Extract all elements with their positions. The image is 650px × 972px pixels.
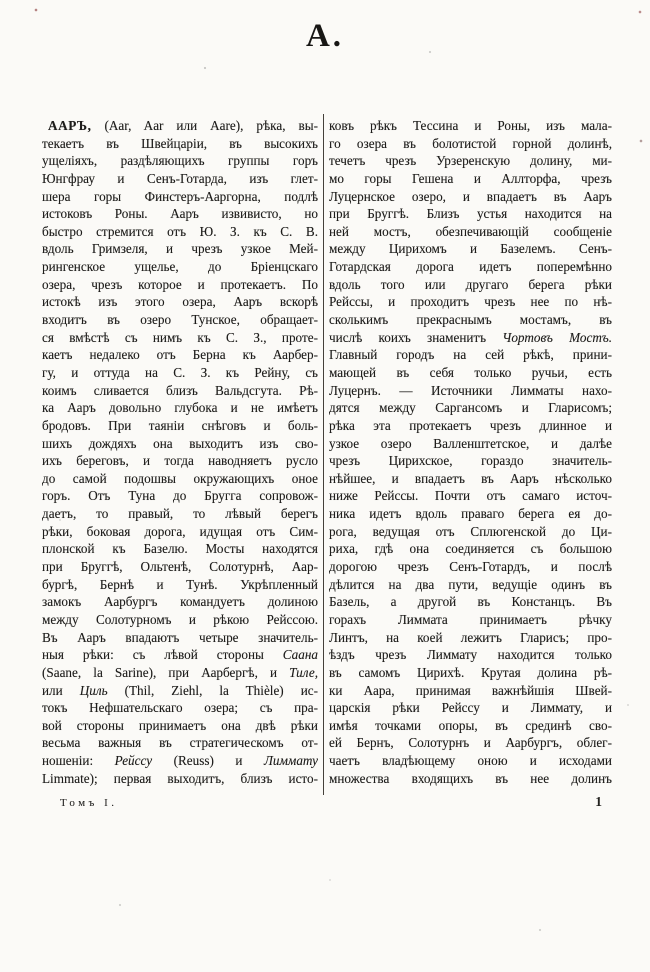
text-line: входитъ въ озеро Тунское, обращает- (42, 312, 318, 328)
text-line: ущеліяхъ, раздѣляющихъ группы горъ (42, 153, 318, 169)
text-line: Луцернское озеро, и впадаетъ въ Ааръ (329, 188, 612, 204)
text-line: истоковъ Роны. Ааръ извивисто, но (42, 206, 318, 222)
column-divider-rule (323, 114, 324, 795)
text-line: Готардская дорога идетъ поперемѣнно (329, 259, 612, 275)
text-line: при Бруггѣ. Близъ устья находится на (329, 206, 612, 222)
text-line: озера, чрезъ которое и протекаетъ. По (42, 276, 318, 292)
text-line: нѣйшее, и впадаетъ въ Ааръ нѣсколько (329, 470, 612, 486)
text-line: рѣка эта протекаетъ чрезъ длинное и (329, 417, 612, 433)
text-line: узкое озеро Валленштетское, и далѣе (329, 435, 612, 451)
text-line: истокѣ изъ этого озера, Ааръ вскорѣ (42, 294, 318, 310)
text-line: чаетъ владѣющему оною и исходами (329, 753, 612, 769)
text-line: вдоль того или другаго берега рѣки (329, 276, 612, 292)
text-line: чрезъ Цирихское, гораздо значитель- (329, 453, 612, 469)
text-line: (Saane, la Sarine), при Аарбергѣ, и Тиле, (42, 664, 318, 680)
text-line: быстро стремится отъ Ю. З. къ С. В. (42, 223, 318, 239)
text-line: Въ Ааръ впадаютъ четыре значитель- (42, 629, 318, 645)
text-line: токъ Нефшательскаго озера; съ пра- (42, 700, 318, 716)
text-line: бургѣ, Бернѣ и Тунѣ. Укрѣпленный (42, 576, 318, 592)
text-line: Главный городъ на сей рѣкѣ, прини- (329, 347, 612, 363)
text-line: текаетъ въ Швейцаріи, въ высокихъ (42, 135, 318, 151)
text-line: множества входящихъ въ нее долинъ (329, 770, 612, 786)
text-line: горахъ Лиммата принимаетъ рѣчку (329, 611, 612, 627)
text-line: ковъ рѣкъ Тессина и Роны, изъ мала- (329, 118, 612, 133)
volume-label: Томъ I. (60, 797, 118, 809)
text-line: ся вмѣстѣ съ нимъ къ С. З., проте- (42, 329, 318, 345)
text-line: риха, гдѣ она соединяется съ большою (329, 541, 612, 557)
text-line: Рейссы, и проходитъ чрезъ нее по нѣ- (329, 294, 612, 310)
page-number: 1 (595, 794, 602, 809)
text-line: ныя рѣки: съ лѣвой стороны Саана (42, 647, 318, 663)
text-line: горъ. Отъ Туна до Бругга сопровож- (42, 488, 318, 504)
text-line: ношеніи: Рейссу (Reuss) и Лиммату (42, 753, 318, 769)
text-line: гу, и оттуда на С. З. къ Рейну, съ (42, 364, 318, 380)
text-line: ки Аара, принимая важнѣйшія Швей- (329, 682, 612, 698)
text-line: замокъ Аарбургъ командуетъ долиною (42, 594, 318, 610)
text-line: имѣя точками опоры, въ срединѣ сво- (329, 717, 612, 733)
text-line: въ самомъ Цирихѣ. Крутая долина рѣ- (329, 664, 612, 680)
text-line: Луцернъ. — Источники Лимматы нахо- (329, 382, 612, 398)
text-line: рѣки, боковая дорога, идущая отъ Сим- (42, 523, 318, 539)
text-line: Limmate); первая выходитъ, близъ исто- (42, 770, 318, 786)
text-line: дятся между Саргансомъ и Гларисомъ; (329, 400, 612, 416)
right-column (329, 117, 612, 789)
text-line: Базель, а другой въ Констанцъ. Въ (329, 594, 612, 610)
text-line: при Бруггѣ, Ольтенѣ, Солотурнѣ, Аар- (42, 559, 318, 575)
text-line: шера горы Финстеръ-Ааргорна, подлѣ (42, 188, 318, 204)
text-line: Линтъ, на коей лежитъ Гларисъ; про- (329, 629, 612, 645)
text-line: каетъ недалеко отъ Берна къ Аарбер- (42, 347, 318, 363)
text-line: ка Ааръ довольно глубока и не имѣетъ (42, 400, 318, 416)
text-line: ниже Рейссы. Почти отъ самаго источ- (329, 488, 612, 504)
text-line: ей Бернъ, Солотурнъ и Аарбургъ, облег- (329, 735, 612, 751)
text-line: весьма важныя въ стратегическомъ от- (42, 735, 318, 751)
text-line: числѣ коихъ знаменитъ Чортовъ Мостъ. (329, 329, 612, 345)
text-line: рингенское ущелье, до Бріенцскаго (42, 259, 318, 275)
text-line: ѣздъ чрезъ Лиммату находится только (329, 647, 612, 663)
text-line: дорогою чрезъ Сенъ-Готардъ, и послѣ (329, 559, 612, 575)
text-line: течетъ чрезъ Урзеренскую долину, ми- (329, 153, 612, 169)
text-line: мо горы Гешена и Аллторфа, чрезъ (329, 170, 612, 186)
text-line: мающей въ себя только ручьи, есть (329, 364, 612, 380)
text-line: плонской къ Базелю. Мосты находятся (42, 541, 318, 557)
text-line: шихъ дождяхъ она выходитъ изъ сво- (42, 435, 318, 451)
text-line: бродовъ. При таяніи снѣговъ и боль- (42, 417, 318, 433)
text-line: дѣлится на два пути, ведущіе одинъ въ (329, 576, 612, 592)
text-line: сколькимъ прекраснымъ мостамъ, въ (329, 312, 612, 328)
text-line: или Циль (Thil, Ziehl, la Thièle) ис- (42, 682, 318, 698)
text-line: ААРЪ, (Aar, Aar или Aare), рѣка, вы- (48, 118, 318, 133)
text-line: царскія рѣки Рейссу и Лиммату, и (329, 700, 612, 716)
text-line: вой стороны принимаетъ она двѣ рѣки (42, 717, 318, 733)
text-line: ихъ береговъ, и тогда наводняетъ русло (42, 453, 318, 469)
text-line: коимъ сливается близъ Вальдсгута. Рѣ- (42, 382, 318, 398)
text-line: ней мостъ, обезпечивающій сообщеніе (329, 223, 612, 239)
text-line: между Солотурномъ и рѣкою Рейссою. (42, 611, 318, 627)
text-line: между Цирихомъ и Базелемъ. Сенъ- (329, 241, 612, 257)
running-head-letter: А. (305, 18, 345, 54)
left-column (42, 117, 318, 789)
text-line: до самой подошвы окружающихъ оное (42, 470, 318, 486)
text-line: ника идетъ вдоль праваго берега ея до- (329, 506, 612, 522)
text-line: Юнгфрау и Сенъ-Готарда, изъ глет- (42, 170, 318, 186)
text-line: даетъ, то правый, то лѣвый берегъ (42, 506, 318, 522)
page-footer (42, 794, 612, 810)
text-columns (42, 117, 612, 789)
text-line: го озера въ болотистой горной долинѣ, (329, 135, 612, 151)
text-line: вдоль Гримзеля, и чрезъ узкое Мей- (42, 241, 318, 257)
text-line: рога, ведущая отъ Сплюгенской до Ци- (329, 523, 612, 539)
